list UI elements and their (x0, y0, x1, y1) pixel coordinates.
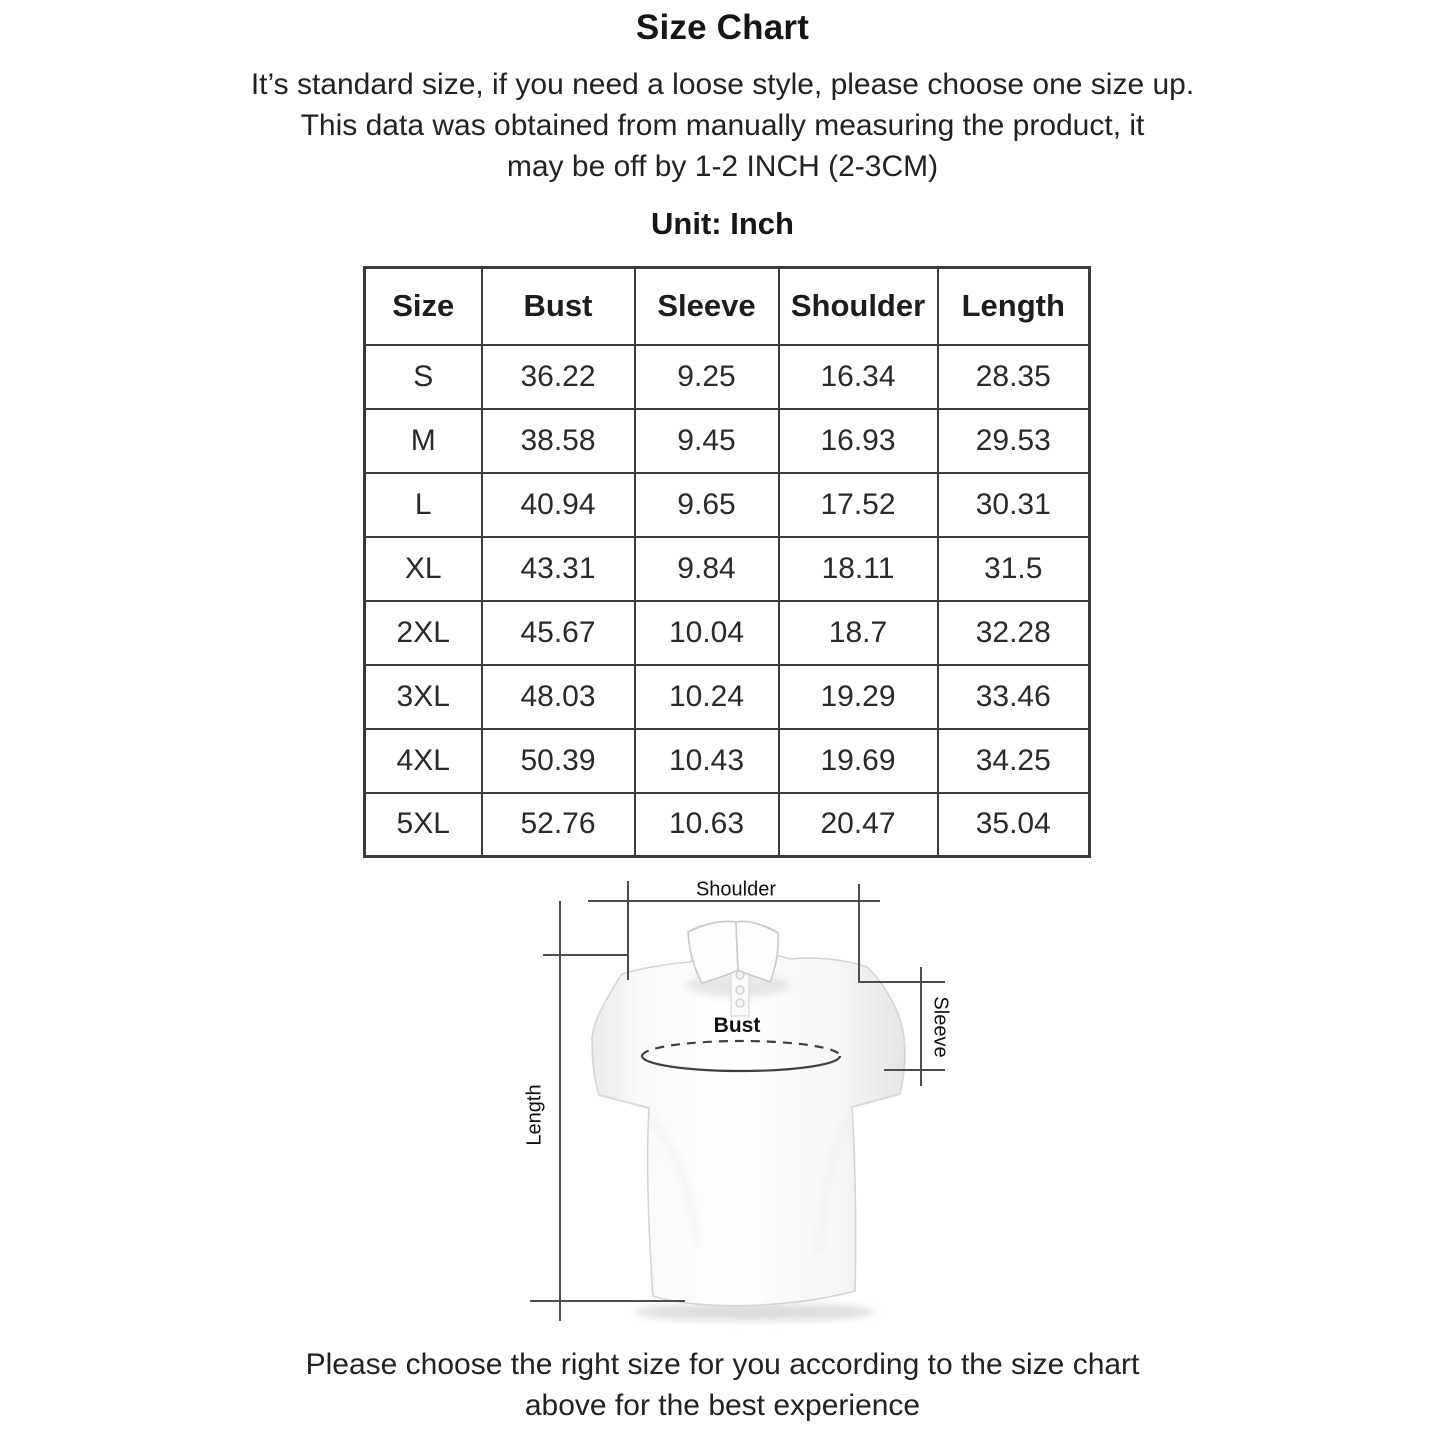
button (736, 999, 744, 1007)
cell-length: 33.46 (938, 665, 1090, 729)
cell-size: 2XL (365, 601, 482, 665)
cell-bust: 36.22 (482, 345, 635, 409)
cell-shoulder: 17.52 (779, 473, 938, 537)
sleeve-label: Sleeve (929, 996, 952, 1058)
table-row (365, 537, 1090, 601)
table-row (365, 345, 1090, 409)
footer-note (0, 1344, 1445, 1426)
cell-length: 29.53 (938, 409, 1090, 473)
shoulder-label: Shoulder (695, 878, 777, 901)
cell-size: 3XL (365, 665, 482, 729)
cell-length: 28.35 (938, 345, 1090, 409)
cell-bust: 38.58 (482, 409, 635, 473)
subtitle-line-1: It’s standard size, if you need a loose style, please choose one size up. (250, 68, 1195, 101)
cell-shoulder: 19.69 (779, 729, 938, 793)
cell-sleeve: 9.25 (635, 345, 779, 409)
cell-shoulder: 16.93 (779, 409, 938, 473)
bust-label: Bust (713, 1014, 761, 1037)
cell-length: 31.5 (938, 537, 1090, 601)
table-row (365, 793, 1090, 857)
cell-sleeve: 9.65 (635, 473, 779, 537)
subtitle-line-3: may be off by 1-2 INCH (2-3CM) (506, 150, 939, 183)
cell-size: S (365, 345, 482, 409)
cell-size: 4XL (365, 729, 482, 793)
cell-size: M (365, 409, 482, 473)
cell-sleeve: 10.24 (635, 665, 779, 729)
cell-bust: 45.67 (482, 601, 635, 665)
cell-length: 35.04 (938, 793, 1090, 857)
page-title: Size Chart (635, 8, 810, 47)
cell-size: L (365, 473, 482, 537)
col-header-length: Length (938, 268, 1090, 345)
cell-bust: 50.39 (482, 729, 635, 793)
cell-length: 32.28 (938, 601, 1090, 665)
size-table (363, 266, 1091, 858)
length-label: Length (523, 1084, 546, 1146)
table-header-row (365, 268, 1090, 345)
table-row (365, 601, 1090, 665)
col-header-bust: Bust (482, 268, 635, 345)
cell-shoulder: 16.34 (779, 345, 938, 409)
cell-length: 34.25 (938, 729, 1090, 793)
col-header-shoulder: Shoulder (779, 268, 938, 345)
col-header-size: Size (365, 268, 482, 345)
subtitle (0, 64, 1445, 187)
col-header-sleeve: Sleeve (635, 268, 779, 345)
table-row (365, 665, 1090, 729)
cell-bust: 52.76 (482, 793, 635, 857)
cell-shoulder: 19.29 (779, 665, 938, 729)
cell-size: 5XL (365, 793, 482, 857)
footer-line-2: above for the best experience (524, 1389, 921, 1422)
cell-shoulder: 20.47 (779, 793, 938, 857)
subtitle-line-2: This data was obtained from manually measuring the product, it (300, 109, 1145, 142)
cell-size: XL (365, 537, 482, 601)
cell-bust: 43.31 (482, 537, 635, 601)
footer-line-1: Please choose the right size for you according to the size chart (305, 1348, 1140, 1381)
polo-shirt-illustration (500, 870, 980, 1340)
cell-shoulder: 18.11 (779, 537, 938, 601)
cell-sleeve: 9.84 (635, 537, 779, 601)
table-row (365, 473, 1090, 537)
cell-sleeve: 10.04 (635, 601, 779, 665)
measurement-diagram (500, 870, 980, 1340)
cell-shoulder: 18.7 (779, 601, 938, 665)
cell-length: 30.31 (938, 473, 1090, 537)
cell-sleeve: 10.63 (635, 793, 779, 857)
cell-bust: 40.94 (482, 473, 635, 537)
unit-label: Unit: Inch (651, 206, 794, 241)
table-row (365, 409, 1090, 473)
cell-sleeve: 9.45 (635, 409, 779, 473)
table-row (365, 729, 1090, 793)
cell-sleeve: 10.43 (635, 729, 779, 793)
cell-bust: 48.03 (482, 665, 635, 729)
button (736, 986, 744, 994)
